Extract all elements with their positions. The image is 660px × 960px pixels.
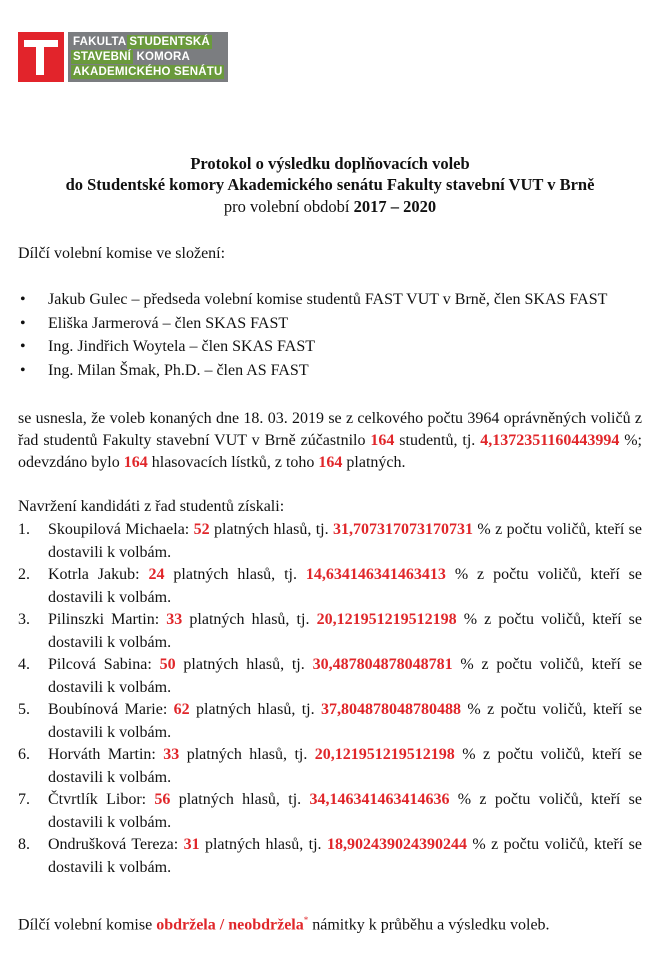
candidate-votes: 56 <box>154 791 171 808</box>
candidate-number: 5. <box>18 701 30 718</box>
candidate-item: 7. Čtvrtlík Libor: 56 platných hlasů, tj. 34,146341463414636 % z počtu voličů, kteří se dostavili k volbám. <box>18 791 643 831</box>
logo-text-studentska: STUDENTSKÁ <box>129 36 210 48</box>
candidate-number: 2. <box>18 566 30 583</box>
candidate-votes: 62 <box>173 701 190 718</box>
candidate-percent: 37,804878048780488 <box>321 701 461 718</box>
logo-wordmark <box>68 32 228 82</box>
candidate-item: 4. Pilcová Sabina: 50 platných hlasů, tj. 30,487804878048781 % z počtu voličů, kteří se dostavili k volbám. <box>18 656 642 696</box>
turnout-percent: 4,1372351160443994 <box>480 432 620 449</box>
list-item: • Jakub Gulec – předseda volební komise studentů FAST VUT v Brně, člen SKAS FAST <box>18 288 642 312</box>
candidate-item: 8. Ondrušková Tereza: 31 platných hlasů, tj. 18,902439024390244 % z počtu voličů, kteří se dostavili k volbám. <box>18 836 642 876</box>
candidate-item: 3. Pilinszki Martin: 33 platných hlasů, tj. 20,121951219512198 % z počtu voličů, kteří se dostavili k volbám. <box>18 611 643 651</box>
candidate-percent: 31,707317073170731 <box>333 521 473 538</box>
candidates-list <box>18 519 642 879</box>
candidate-number: 3. <box>18 611 30 628</box>
valid-count: 164 <box>318 454 343 471</box>
candidate-votes: 33 <box>166 611 183 628</box>
participants-count: 164 <box>370 432 395 449</box>
logo-text-komora: KOMORA <box>136 51 191 63</box>
candidate-item: 5. Boubínová Marie: 62 platných hlasů, tj. 37,804878048780488 % z počtu voličů, kteří se dostavili k volbám. <box>18 701 642 741</box>
logo-text-senatu: AKADEMICKÉHO SENÁTU <box>73 66 223 78</box>
candidate-number: 8. <box>18 836 30 853</box>
candidate-number: 7. <box>18 791 30 808</box>
candidate-item: 6. Horváth Martin: 33 platných hlasů, tj. 20,121951219512198 % z počtu voličů, kteří se dostavili k volbám. <box>18 746 643 786</box>
commission-members-list <box>18 288 642 382</box>
footnote-mark: * <box>303 915 309 925</box>
logo-text-stavebni: STAVEBNÍ <box>73 51 132 63</box>
candidate-number: 6. <box>18 746 30 763</box>
candidate-item: 1. Skoupilová Michaela: 52 platných hlasů, tj. 31,707317073170731 % z počtu voličů, kteří se dostavili k volbám. <box>18 521 642 561</box>
candidate-item: 2. Kotrla Jakub: 24 platných hlasů, tj. 14,634146341463413 % z počtu voličů, kteří se dostavili k volbám. <box>18 566 643 606</box>
list-item: • Eliška Jarmerová – člen SKAS FAST <box>18 312 642 336</box>
candidate-votes: 24 <box>148 566 165 583</box>
candidate-percent: 20,121951219512198 <box>316 611 457 628</box>
logo-text-fakulta: FAKULTA <box>73 36 126 48</box>
candidate-name: Čtvrtlík Libor: <box>48 791 155 808</box>
candidate-votes: 52 <box>193 521 210 538</box>
candidate-votes: 33 <box>163 746 180 763</box>
candidate-name: Kotrla Jakub: <box>48 566 149 583</box>
candidate-name: Pilinszki Martin: <box>48 611 167 628</box>
turnout-paragraph: se usnesla, že voleb konaných dne 18. 03. 2019 se z celkového počtu 3964 oprávněných voličů z řad studentů Fakulty stavební VUT v Brně zúčastnilo 164 studentů, tj. 4,1372351160443994 %; odevzdáno bylo 164 hlasovacích lístků, z toho 164 platných. <box>18 410 643 471</box>
list-item: • Ing. Milan Šmak, Ph.D. – člen AS FAST <box>18 359 642 383</box>
candidate-number: 1. <box>18 521 30 538</box>
objections-choice: obdržela / neobdržela <box>156 916 304 934</box>
candidate-name: Skoupilová Michaela: <box>48 521 194 538</box>
candidate-name: Ondrušková Tereza: <box>48 836 184 853</box>
candidate-percent: 30,487804878048781 <box>312 656 453 673</box>
candidate-percent: 20,121951219512198 <box>314 746 455 763</box>
candidate-name: Horváth Martin: <box>48 746 164 763</box>
candidate-votes: 31 <box>183 836 200 853</box>
commission-intro: Dílčí volební komise ve složení: <box>18 245 226 262</box>
candidate-percent: 18,902439024390244 <box>326 836 467 853</box>
candidate-percent: 34,146341463414636 <box>309 791 450 808</box>
candidate-name: Boubínová Marie: <box>48 701 174 718</box>
faculty-logo <box>18 32 223 84</box>
candidate-percent: 14,634146341463413 <box>305 566 446 583</box>
document-title: Protokol o výsledku doplňovacích voleb <box>190 154 470 173</box>
document-subtitle: do Studentské komory Akademického senátu Fakulty stavební VUT v Brně <box>65 175 595 194</box>
ballots-count: 164 <box>123 454 148 471</box>
candidates-intro: Navržení kandidáti z řad studentů získali: <box>18 498 285 515</box>
candidate-number: 4. <box>18 656 30 673</box>
candidate-name: Pilcová Sabina: <box>48 656 160 673</box>
vut-t-logo-icon <box>18 32 64 82</box>
election-period: pro volební období 2017 – 2020 <box>223 197 437 216</box>
candidate-votes: 50 <box>159 656 176 673</box>
list-item: • Ing. Jindřich Woytela – člen SKAS FAST <box>18 335 642 359</box>
objections-statement: Dílčí volební komise obdržela / neobdržela* námitky k průběhu a výsledku voleb. <box>18 915 550 934</box>
